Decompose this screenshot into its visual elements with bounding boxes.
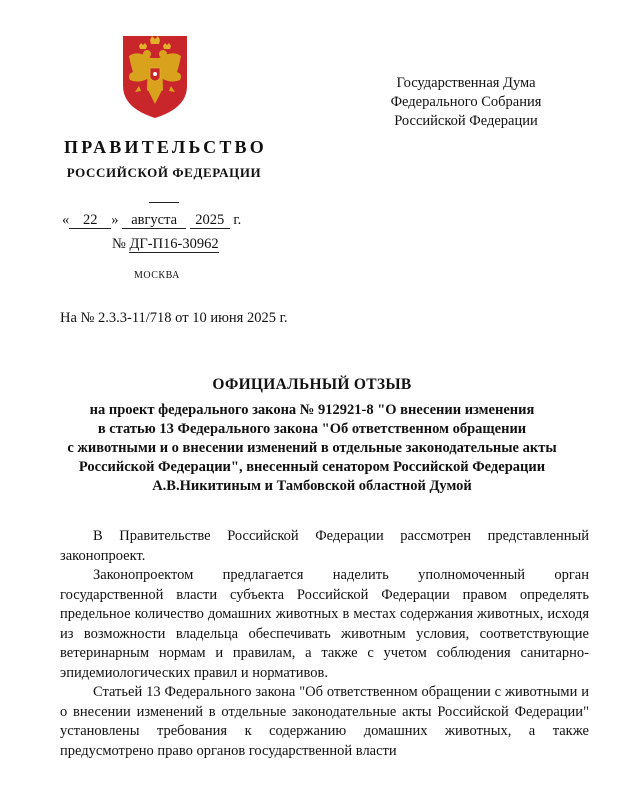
date-close-quote: » (111, 212, 119, 228)
subheading-line: А.В.Никитиным и Тамбовской областной Думой (152, 478, 472, 494)
document-heading: ОФИЦИАЛЬНЫЙ ОТЗЫВ (212, 376, 412, 393)
body-paragraph: Статьей 13 Федерального закона "Об ответственном обращении с животными и о внесении изменений в отдельные законодательные акты Российской Федерации" установлены требования к содержанию домашних животных, а также предусмотрено право органов государственной власти (60, 684, 589, 759)
recipient-line: Федерального Собрания (390, 94, 542, 110)
subheading-line: Российской Федерации", внесенный сенатором Российской Федерации (78, 459, 546, 475)
coat-of-arms-icon (121, 34, 189, 120)
doc-number-prefix: № (112, 236, 126, 252)
city: МОСКВА (134, 270, 180, 281)
recipient-line: Российской Федерации (394, 113, 538, 129)
date-month: августа (122, 212, 186, 229)
doc-number-value: ДГ-П16-30962 (129, 236, 219, 252)
subheading-line: с животными и о внесении изменений в отдельные законодательные акты (67, 440, 557, 456)
body-paragraph: В Правительстве Российской Федерации рассмотрен представленный законопроект. (60, 528, 589, 564)
date-open-quote: « (62, 212, 70, 228)
date-suffix: г. (233, 212, 242, 228)
document-body (60, 527, 589, 761)
date-year: 2025 (190, 212, 230, 229)
sender-title: ПРАВИТЕЛЬСТВО (64, 137, 267, 157)
recipient-line: Государственная Дума (396, 75, 536, 91)
subheading-line: в статью 13 Федерального закона "Об ответственном обращении (97, 421, 527, 437)
sender-subtitle: РОССИЙСКОЙ ФЕДЕРАЦИИ (66, 165, 262, 180)
reference-line: На № 2.3.3-11/718 от 10 июня 2025 г. (60, 310, 288, 326)
document-date (62, 212, 241, 229)
document-subheading (20, 401, 604, 496)
date-day: 22 (69, 212, 111, 229)
recipient-block (356, 74, 576, 131)
document-number (112, 236, 219, 253)
subheading-line: на проект федерального закона № 912921-8 "О внесении изменения (89, 402, 535, 418)
divider (149, 202, 179, 203)
body-paragraph: Законопроектом предлагается наделить уполномоченный орган государственной власти субъекта Российской Федерации правом определять предельное количество домашних животных в местах содержания животных, исходя из возможности владельца обеспечивать животным условия, соответствующие ветеринарным нормам и правилам, а также с учетом соблюдения санитарно-эпидемиологических правил и нормативов. (60, 567, 589, 681)
